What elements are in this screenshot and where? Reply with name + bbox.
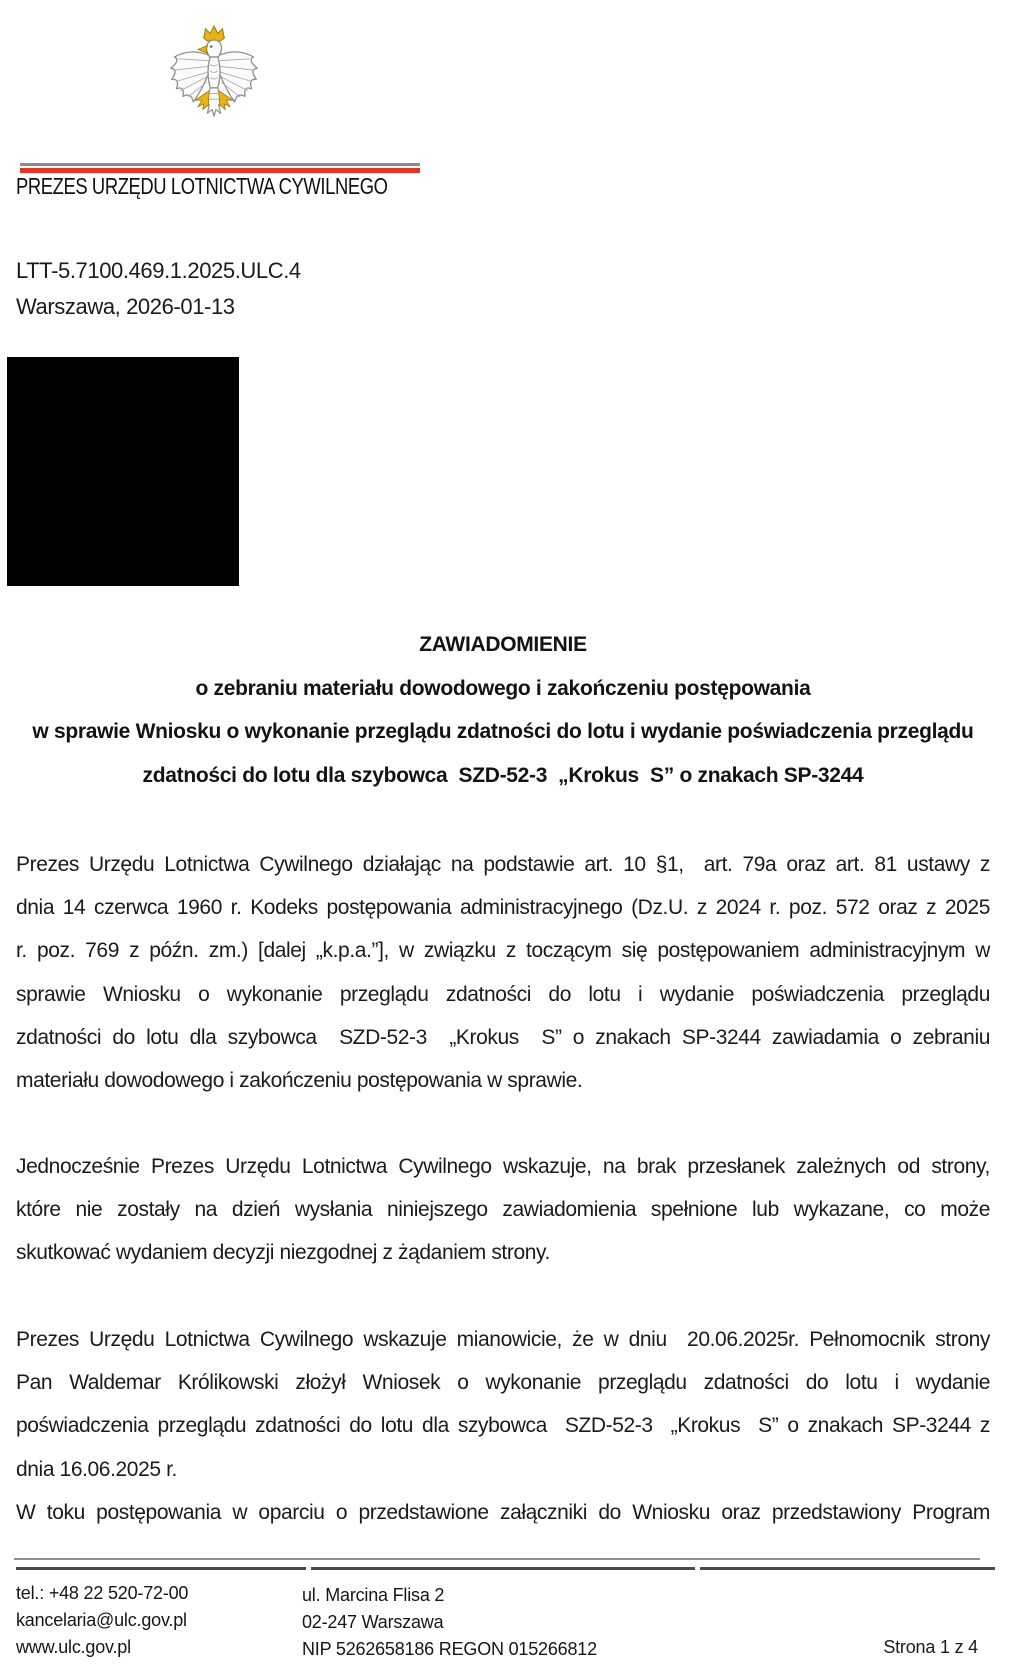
document-title (16, 623, 990, 797)
footer-contact (16, 1580, 188, 1661)
footer-address (302, 1582, 597, 1663)
reference-block (16, 253, 301, 324)
reference-number: LTT-5.7100.469.1.2025.ULC.4 (16, 258, 301, 283)
body-line: dnia 16.06.2025 r. (16, 1457, 177, 1481)
page-number: Strona 1 z 4 (883, 1637, 978, 1657)
body-line: sprawie Wniosku o wykonanie przeglądu zdatności do lotu i wydanie poświadczenia przeglądu (16, 982, 990, 1006)
footer-email: kancelaria@ulc.gov.pl (16, 1610, 187, 1630)
footer-rule-segment (311, 1567, 695, 1570)
body-line: poświadczenia przeglądu zdatności do lotu dla szybowca SZD-52-3 „Krokus S” o znakach SP-3244 z (16, 1414, 990, 1438)
body-line: W toku postępowania w oparciu o przedstawione załączniki do Wniosku oraz przedstawiony Program (16, 1501, 990, 1524)
body-line: Pan Waldemar Królikowski złożył Wniosek o wykonanie przeglądu zdatności do lotu i wydanie (16, 1371, 990, 1395)
footer-rule-thin (14, 1558, 980, 1560)
paragraph-notice (16, 1145, 990, 1275)
footer-phone: tel.: +48 22 520-72-00 (16, 1583, 189, 1603)
body-line: r. poz. 769 z późn. zm.) [dalej „k.p.a.”], w związku z toczącym się postępowaniem administracyjnym w (16, 939, 990, 963)
body-line: które nie zostały na dzień wysłania niniejszego zawiadomienia spełnione lub wykazane, co może (16, 1198, 990, 1222)
redacted-recipient-block (7, 357, 239, 586)
footer-city: 02-247 Warszawa (302, 1612, 444, 1632)
office-name: PREZES URZĘDU LOTNICTWA CYWILNEGO (16, 173, 388, 199)
body-line: skutkować wydaniem decyzji niezgodnej z żądaniem strony. (16, 1241, 550, 1265)
paragraph-application-details (16, 1318, 990, 1491)
body-line: materiału dowodowego i zakończeniu postępowania w sprawie. (16, 1068, 583, 1092)
footer-nip-regon: NIP 5262658186 REGON 015266812 (302, 1639, 597, 1659)
letterhead-rule-gray (20, 163, 420, 166)
title-line: o zebraniu materiału dowodowego i zakończeniu postępowania (195, 676, 811, 700)
title-line: ZAWIADOMIENIE (419, 633, 587, 656)
footer-street: ul. Marcina Flisa 2 (302, 1585, 445, 1605)
title-line: zdatności do lotu dla szybowca SZD-52-3 „Krokus S” o znakach SP-3244 (142, 763, 864, 787)
body-line: Jednocześnie Prezes Urzędu Lotnictwa Cywilnego wskazuje, na brak przesłanek zależnych od strony, (16, 1155, 990, 1178)
body-line: Prezes Urzędu Lotnictwa Cywilnego działając na podstawie art. 10 §1, art. 79a oraz art. 81 ustawy z (16, 853, 990, 876)
body-line: Prezes Urzędu Lotnictwa Cywilnego wskazuje mianowicie, że w dniu 20.06.2025r. Pełnomocnik strony (16, 1328, 990, 1351)
title-line: w sprawie Wniosku o wykonanie przeglądu zdatności do lotu i wydanie poświadczenia przeglądu (32, 720, 974, 743)
footer-rule-segment (700, 1567, 995, 1570)
polish-eagle-emblem-icon (167, 24, 261, 134)
footer-rule-segment (16, 1567, 306, 1570)
body-line: dnia 14 czerwca 1960 r. Kodeks postępowania administracyjnego (Dz.U. z 2024 r. poz. 572 oraz z 2025 (16, 896, 990, 920)
place-date: Warszawa, 2026-01-13 (16, 293, 235, 319)
letterhead-rule-red (20, 168, 420, 173)
footer-website: www.ulc.gov.pl (16, 1637, 131, 1657)
paragraph-proceedings (16, 1491, 990, 1534)
body-line: zdatności do lotu dla szybowca SZD-52-3 „Krokus S” o znakach SP-3244 zawiadamia o zebraniu (16, 1025, 990, 1049)
paragraph-legal-basis (16, 843, 990, 1102)
